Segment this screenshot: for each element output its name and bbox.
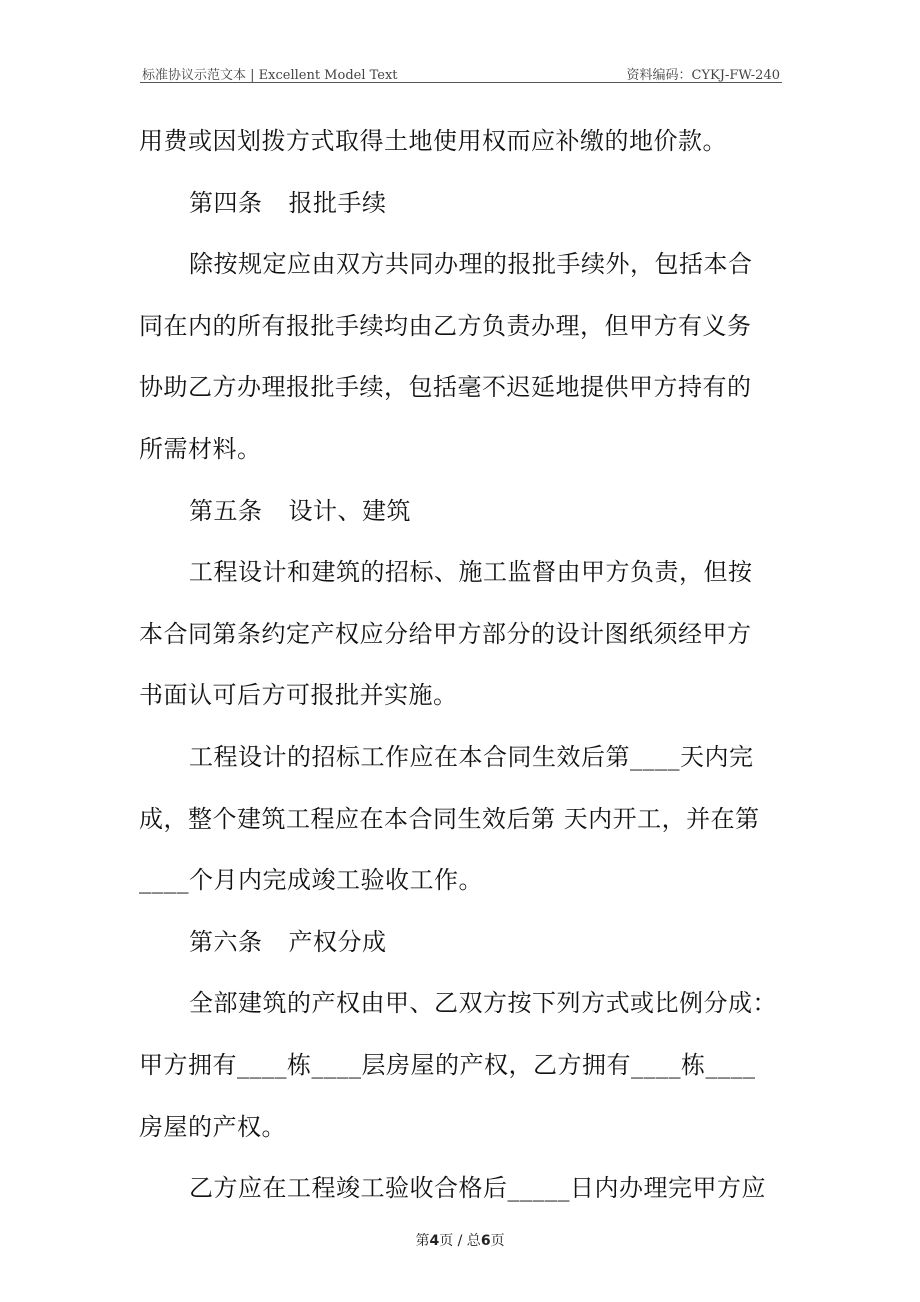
body-line: 书面认可后方可报批并实施。: [139, 681, 458, 710]
body-line: 所需材料。: [139, 434, 262, 463]
body-line: 本合同第条约定产权应分给甲方部分的设计图纸须经甲方: [139, 619, 752, 648]
footer-middle: 页 / 总: [439, 1233, 481, 1249]
header-title: 标准协议示范文本 | Excellent Model Text: [142, 68, 398, 83]
article-title: 产权分成: [288, 927, 387, 956]
body-line: 协助乙方办理报批手续，包括毫不迟延地提供甲方持有的: [139, 373, 752, 402]
document-body: [139, 121, 779, 1230]
footer-prefix: 第: [415, 1233, 430, 1249]
body-line: 用费或因划拨方式取得土地使用权而应补缴的地价款。: [139, 127, 727, 155]
body-line: ____个月内完成竣工验收工作。: [139, 866, 483, 895]
article-number: 第六条: [189, 927, 263, 956]
page-footer: [0, 1230, 920, 1250]
body-line: 房屋的产权。: [139, 1112, 286, 1141]
body-line: 同在内的所有报批手续均由乙方负责办理，但甲方有义务: [139, 311, 752, 340]
article-heading: [139, 183, 779, 245]
header-divider: [140, 82, 782, 83]
body-line: 除按规定应由双方共同办理的报批手续外，包括本合: [189, 250, 753, 279]
body-line: 甲方拥有____栋____层房屋的产权，乙方拥有____栋____: [139, 1050, 756, 1079]
body-line: 工程设计的招标工作应在本合同生效后第____天内完: [189, 742, 754, 771]
body-line: 全部建筑的产权由甲、乙双方按下列方式或比例分成：: [189, 989, 777, 1018]
article-number: 第四条: [189, 188, 263, 217]
body-line: 工程设计和建筑的招标、施工监督由甲方负责，但按: [189, 558, 753, 587]
body-line: 乙方应在工程竣工验收合格后_____日内办理完甲方应: [189, 1174, 766, 1203]
article-heading: [139, 491, 779, 553]
footer-suffix: 页: [490, 1233, 505, 1249]
page-header: [140, 62, 782, 82]
article-heading: [139, 922, 779, 984]
article-number: 第五条: [189, 496, 263, 525]
document-code: 资料编码：CYKJ-FW-240: [626, 68, 780, 83]
total-pages-number: 6: [480, 1233, 491, 1249]
body-line: 成，整个建筑工程应在本合同生效后第 天内开工，并在第: [139, 804, 760, 833]
article-title: 报批手续: [288, 188, 387, 217]
current-page-number: 4: [429, 1233, 440, 1249]
article-title: 设计、建筑: [288, 496, 411, 525]
